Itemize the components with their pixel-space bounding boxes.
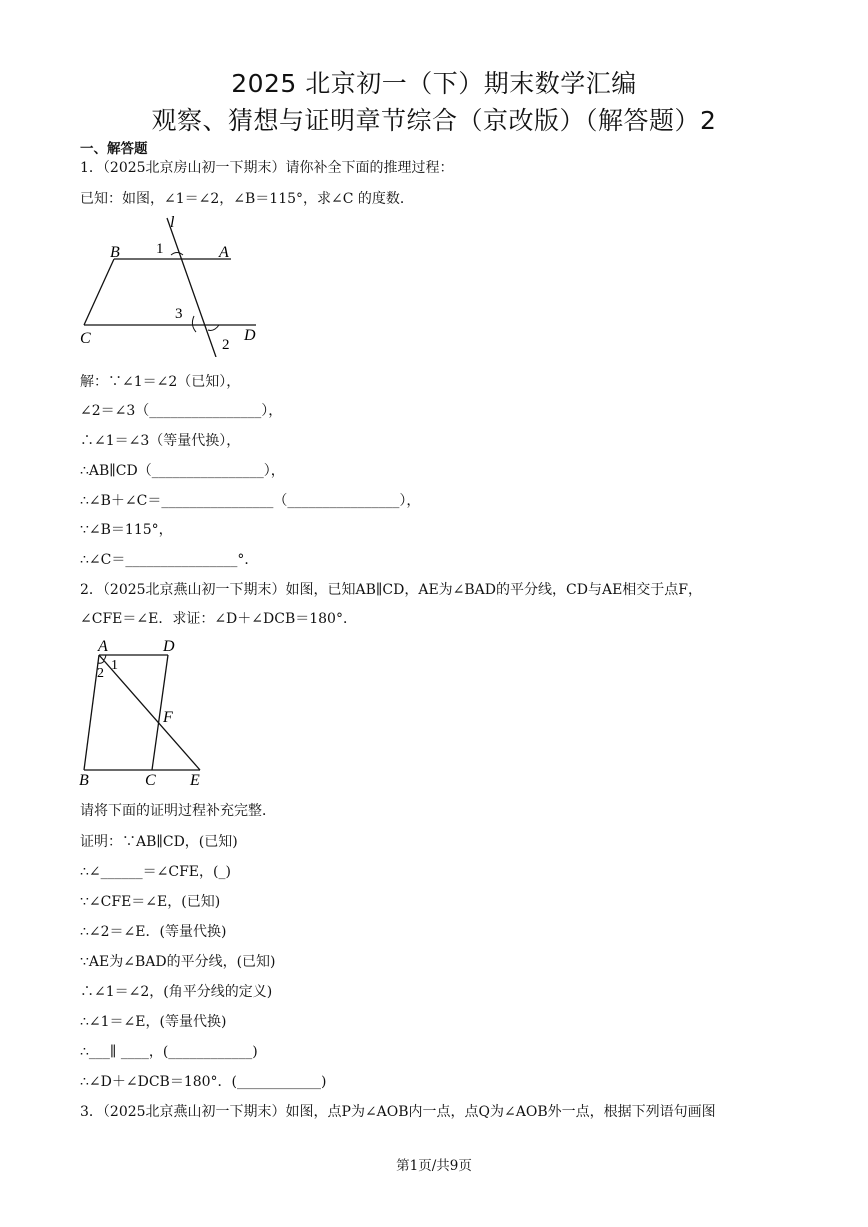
q2-fig-label-f: F <box>163 709 173 726</box>
q2-instruction: 请将下面的证明过程补充完整． <box>80 803 276 819</box>
q2-fig-label-2: 2 <box>97 666 104 681</box>
q1-fig-label-l: l <box>170 214 175 231</box>
q3-prompt: 3．（2025北京燕山初一下期末）如图，点P为∠AOB内一点，点Q为∠AOB外一点，根据下列语句画图 <box>80 1104 716 1120</box>
q2-step: ∴∠______＝∠CFE，(_) <box>80 864 231 880</box>
q2-fig-label-1: 1 <box>111 658 118 673</box>
q2-step: ∴∠1＝∠E，(等量代换) <box>80 1014 227 1030</box>
q1-step: 解：∵∠1＝∠2（已知）， <box>80 374 241 390</box>
q1-fig-label-c: C <box>80 330 91 347</box>
q2-step: ∵AE为∠BAD的平分线，(已知) <box>80 954 276 970</box>
section-heading: 一、解答题 <box>80 141 148 157</box>
q2-step: ∴∠1＝∠2，(角平分线的定义) <box>80 984 273 1000</box>
page-title-line2: 观察、猜想与证明章节综合（京改版）（解答题）2 <box>151 106 717 135</box>
q1-step: ∴AB∥CD（________________）， <box>80 463 285 479</box>
q2-step: 证明：∵AB∥CD，(已知) <box>80 834 238 850</box>
q1-fig-label-3: 3 <box>175 306 183 322</box>
page-footer: 第1页/共9页 <box>396 1158 472 1174</box>
q1-step: ∠2＝∠3（________________）， <box>80 403 283 419</box>
q2-step: ∴∠2＝∠E．(等量代换) <box>80 924 227 940</box>
q2-prompt: 2．（2025北京燕山初一下期末）如图，已知AB∥CD，AE为∠BAD的平分线，CD与AE相交于点F， <box>80 582 703 598</box>
q1-fig-label-a: A <box>219 244 229 261</box>
q1-step: ∴∠B＋∠C＝________________（________________）， <box>80 493 421 509</box>
q2-step: ∵∠CFE＝∠E，(已知) <box>80 894 221 910</box>
q1-fig-label-d: D <box>244 327 256 344</box>
q2-figure <box>74 634 214 789</box>
q1-fig-label-1: 1 <box>156 241 164 257</box>
page-title-line1: 2025 北京初一（下）期末数学汇编 <box>231 69 637 98</box>
q2-fig-label-c: C <box>145 772 156 789</box>
q2-fig-label-a: A <box>98 638 108 655</box>
q2-given: ∠CFE＝∠E．求证：∠D＋∠DCB＝180°． <box>80 611 357 627</box>
q1-figure <box>74 212 264 357</box>
q1-step: ∴∠1＝∠3（等量代换）， <box>80 433 241 449</box>
q1-given: 已知：如图，∠1＝∠2，∠B＝115°，求∠C 的度数． <box>80 191 414 207</box>
q1-fig-label-b: B <box>110 244 120 261</box>
q2-fig-label-b: B <box>79 772 89 789</box>
q1-step: ∴∠C＝________________°． <box>80 552 259 568</box>
q2-step: ∴∠D＋∠DCB＝180°．(____________) <box>80 1074 327 1090</box>
q2-fig-label-e: E <box>190 772 200 789</box>
q1-step: ∵∠B＝115°， <box>80 522 173 538</box>
q2-step: ∴___∥ ____，(____________) <box>80 1044 258 1060</box>
q2-fig-label-d: D <box>163 638 175 655</box>
q1-fig-label-2: 2 <box>222 337 230 353</box>
q1-prompt: 1．（2025北京房山初一下期末）请你补全下面的推理过程： <box>80 160 454 176</box>
